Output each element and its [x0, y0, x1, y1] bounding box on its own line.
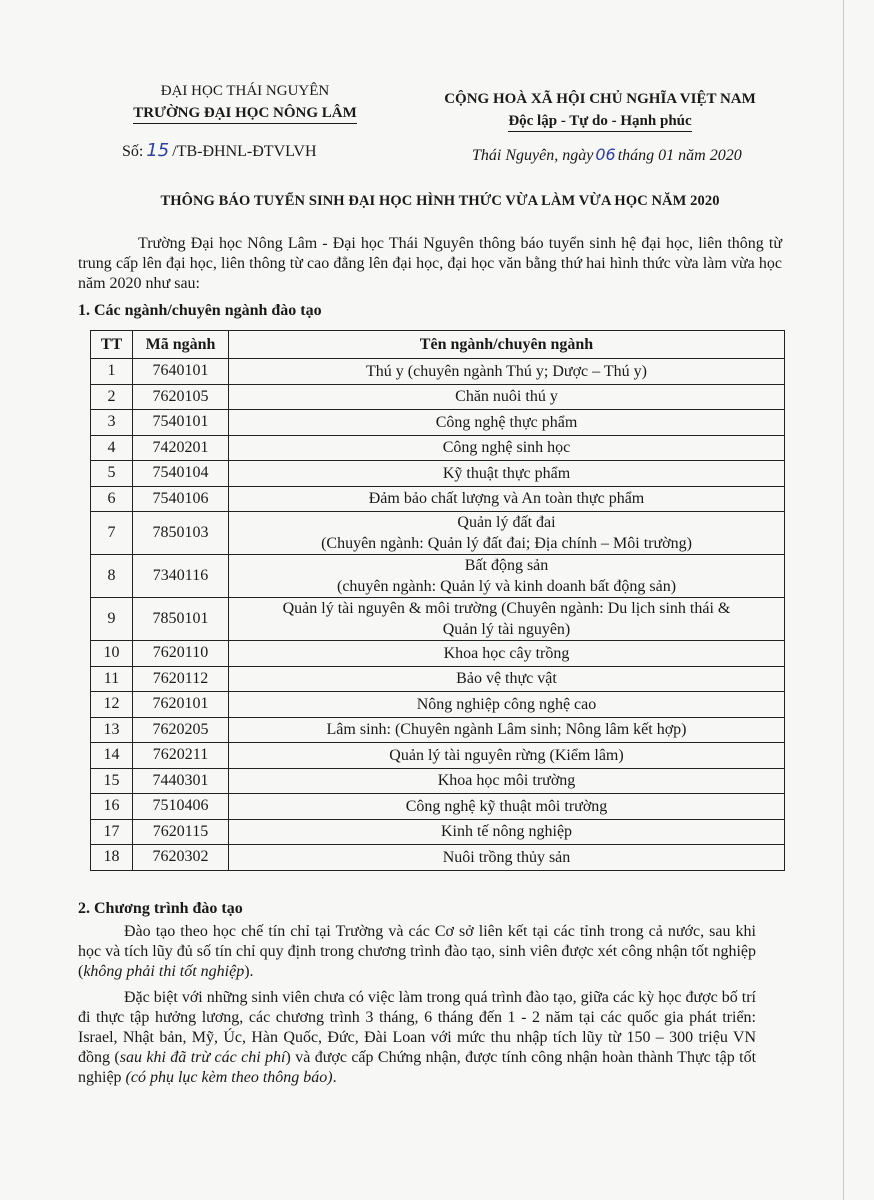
row-number: 2 — [91, 384, 133, 410]
major-name — [229, 384, 785, 410]
document-date — [472, 145, 742, 165]
major-code: 7440301 — [133, 768, 229, 794]
major-name-line: Quản lý đất đai — [457, 514, 556, 531]
row-number: 4 — [91, 435, 133, 461]
major-name-line: Khoa học môi trường — [437, 772, 576, 790]
doc-number-suffix: /TB-ĐHNL-ĐTVLVH — [172, 143, 317, 160]
major-name-line: Khoa học cây trồng — [443, 644, 570, 662]
table-row — [91, 743, 785, 769]
majors-table-body — [91, 359, 785, 871]
major-name — [229, 768, 785, 794]
major-code: 7620205 — [133, 717, 229, 743]
major-code: 7620110 — [133, 641, 229, 667]
major-name — [229, 512, 785, 555]
column-header-code: Mã ngành — [133, 331, 229, 359]
training-italic-note: không phải thi tốt nghiệp — [83, 963, 245, 980]
doc-number-prefix: Số: — [122, 143, 144, 160]
table-row — [91, 461, 785, 487]
row-number: 9 — [91, 598, 133, 641]
major-code: 7540101 — [133, 410, 229, 436]
major-name-line: Đảm bảo chất lượng và An toàn thực phẩm — [368, 490, 645, 508]
handwritten-doc-number: 15 — [146, 140, 170, 161]
national-motto: Độc lập - Tự do - Hạnh phúc — [508, 111, 691, 132]
major-name-line: Nuôi trồng thủy sản — [442, 848, 571, 866]
major-name — [229, 410, 785, 436]
row-number: 6 — [91, 486, 133, 512]
section-2-heading: 2. Chương trình đào tạo — [78, 900, 243, 917]
table-row — [91, 717, 785, 743]
row-number: 10 — [91, 641, 133, 667]
document-title: THÔNG BÁO TUYỂN SINH ĐẠI HỌC HÌNH THỨC VỪA LÀM VỪA HỌC NĂM 2020 — [160, 193, 720, 209]
internship-text-end: . — [332, 1069, 337, 1086]
national-header — [430, 88, 770, 132]
internship-paragraph — [78, 988, 756, 1088]
major-code: 7510406 — [133, 794, 229, 820]
internship-text: Đặc biệt với những sinh viên chưa có việc làm trong quá trình đào tạo, giữa các kỳ học được bố trí đi thực tập hưởng lương, các chương trình 3 tháng, 6 tháng đến 1 - 2 năm tại các quốc gia phát triển: Israel, Nhật bản, Mỹ, Úc, Hàn Quốc, Đức, Đài Loan với mức thu nhập tích lũy từ 150 – 300 triệu VN đồng ( — [78, 989, 756, 1066]
major-name — [229, 743, 785, 769]
majors-table — [90, 330, 785, 871]
date-suffix: tháng 01 năm 2020 — [617, 147, 742, 164]
major-code: 7850101 — [133, 598, 229, 641]
major-name-line: Công nghệ kỹ thuật môi trường — [405, 797, 608, 815]
row-number: 11 — [91, 666, 133, 692]
major-code: 7620112 — [133, 666, 229, 692]
major-name — [229, 359, 785, 385]
major-name — [229, 692, 785, 718]
table-row — [91, 845, 785, 871]
handwritten-date-day: 06 — [595, 145, 616, 164]
table-row — [91, 512, 785, 555]
table-row — [91, 384, 785, 410]
appendix-note: (có phụ lục kèm theo thông báo) — [125, 1069, 333, 1086]
major-name-line: Lâm sinh: (Chuyên ngành Lâm sinh; Nông lâm kết hợp) — [326, 721, 687, 739]
table-header-row — [91, 331, 785, 359]
internship-italic-note: sau khi đã trừ các chi phí — [119, 1049, 286, 1066]
major-name — [229, 794, 785, 820]
row-number: 12 — [91, 692, 133, 718]
table-row — [91, 692, 785, 718]
row-number: 3 — [91, 410, 133, 436]
table-row — [91, 435, 785, 461]
major-code: 7540106 — [133, 486, 229, 512]
major-name-line: Quản lý tài nguyên) — [442, 621, 571, 638]
row-number: 7 — [91, 512, 133, 555]
section-2-body — [78, 922, 756, 1094]
major-name — [229, 435, 785, 461]
major-name-line: Kinh tế nông nghiệp — [440, 823, 573, 841]
major-name — [229, 486, 785, 512]
major-code: 7340116 — [133, 555, 229, 598]
table-row — [91, 666, 785, 692]
row-number: 1 — [91, 359, 133, 385]
major-name — [229, 598, 785, 641]
table-row — [91, 555, 785, 598]
major-name — [229, 555, 785, 598]
major-code: 7540104 — [133, 461, 229, 487]
table-row — [91, 819, 785, 845]
major-name-line: Quản lý tài nguyên rừng (Kiểm lâm) — [389, 746, 624, 764]
row-number: 15 — [91, 768, 133, 794]
table-row — [91, 768, 785, 794]
row-number: 8 — [91, 555, 133, 598]
major-name-line: Bảo vệ thực vật — [456, 670, 557, 688]
table-row — [91, 641, 785, 667]
table-row — [91, 486, 785, 512]
major-name-line: Công nghệ sinh học — [442, 439, 571, 457]
intro-paragraph — [78, 234, 782, 294]
major-name-line: Kỹ thuật thực phẩm — [442, 464, 571, 482]
intro-text: Trường Đại học Nông Lâm - Đại học Thái Nguyên thông báo tuyển sinh hệ đại học, liên thông từ trung cấp lên đại học, liên thông từ cao đẳng lên đại học, đại học văn bằng thứ hai hình thức vừa làm vừa học năm 2020 như sau: — [78, 235, 782, 292]
major-name — [229, 845, 785, 871]
row-number: 13 — [91, 717, 133, 743]
row-number: 14 — [91, 743, 133, 769]
major-name — [229, 717, 785, 743]
table-row — [91, 794, 785, 820]
table-row — [91, 359, 785, 385]
major-name — [229, 461, 785, 487]
row-number: 18 — [91, 845, 133, 871]
major-name-line: Bất động sản — [464, 557, 549, 574]
major-code: 7620115 — [133, 819, 229, 845]
major-name-line: Công nghệ thực phẩm — [435, 413, 578, 431]
major-name-line: Thú y (chuyên ngành Thú y; Dược – Thú y) — [366, 362, 647, 380]
section-1-heading: 1. Các ngành/chuyên ngành đào tạo — [78, 302, 322, 319]
major-code: 7620101 — [133, 692, 229, 718]
major-name-line: (Chuyên ngành: Quản lý đất đai; Địa chính – Môi trường) — [321, 535, 692, 552]
table-row — [91, 598, 785, 641]
row-number: 5 — [91, 461, 133, 487]
column-header-name: Tên ngành/chuyên ngành — [229, 331, 785, 359]
major-code: 7640101 — [133, 359, 229, 385]
column-header-tt: TT — [91, 331, 133, 359]
training-text: Đào tạo theo học chế tín chỉ tại Trường và các Cơ sở liên kết tại các tỉnh trong cả nước, sau khi học và tích lũy đủ số tín chỉ quy định trong chương trình đào tạo, sinh viên được xét công nhận tốt nghiệp ( — [78, 923, 756, 980]
major-code: 7620302 — [133, 845, 229, 871]
row-number: 17 — [91, 819, 133, 845]
major-name — [229, 641, 785, 667]
date-prefix: Thái Nguyên, ngày — [472, 147, 594, 164]
major-name-line: Chăn nuôi thú y — [455, 388, 558, 406]
major-name-line: Nông nghiệp công nghệ cao — [416, 695, 597, 713]
school-name: TRƯỜNG ĐẠI HỌC NÔNG LÂM — [133, 103, 357, 124]
major-name — [229, 819, 785, 845]
row-number: 16 — [91, 794, 133, 820]
table-row — [91, 410, 785, 436]
training-paragraph — [78, 922, 756, 982]
paper-edge — [843, 0, 844, 1200]
major-name-line: Quản lý tài nguyên & môi trường (Chuyên ngành: Du lịch sinh thái & — [282, 600, 731, 617]
university-name: ĐẠI HỌC THÁI NGUYÊN — [160, 83, 330, 99]
major-code: 7420201 — [133, 435, 229, 461]
training-text-end: ). — [244, 963, 254, 980]
major-code: 7850103 — [133, 512, 229, 555]
country-name: CỘNG HOÀ XÃ HỘI CHỦ NGHĨA VIỆT NAM — [444, 91, 756, 107]
major-code: 7620105 — [133, 384, 229, 410]
issuer-block — [100, 80, 390, 124]
document-number — [122, 140, 317, 161]
internship-text-cont: ) và được cấp Chứng nhận, được tính công nhận hoàn thành Thực tập tốt nghiệp — [78, 1049, 757, 1086]
major-code: 7620211 — [133, 743, 229, 769]
major-name — [229, 666, 785, 692]
major-name-line: (chuyên ngành: Quản lý và kinh doanh bất động sản) — [336, 578, 677, 595]
